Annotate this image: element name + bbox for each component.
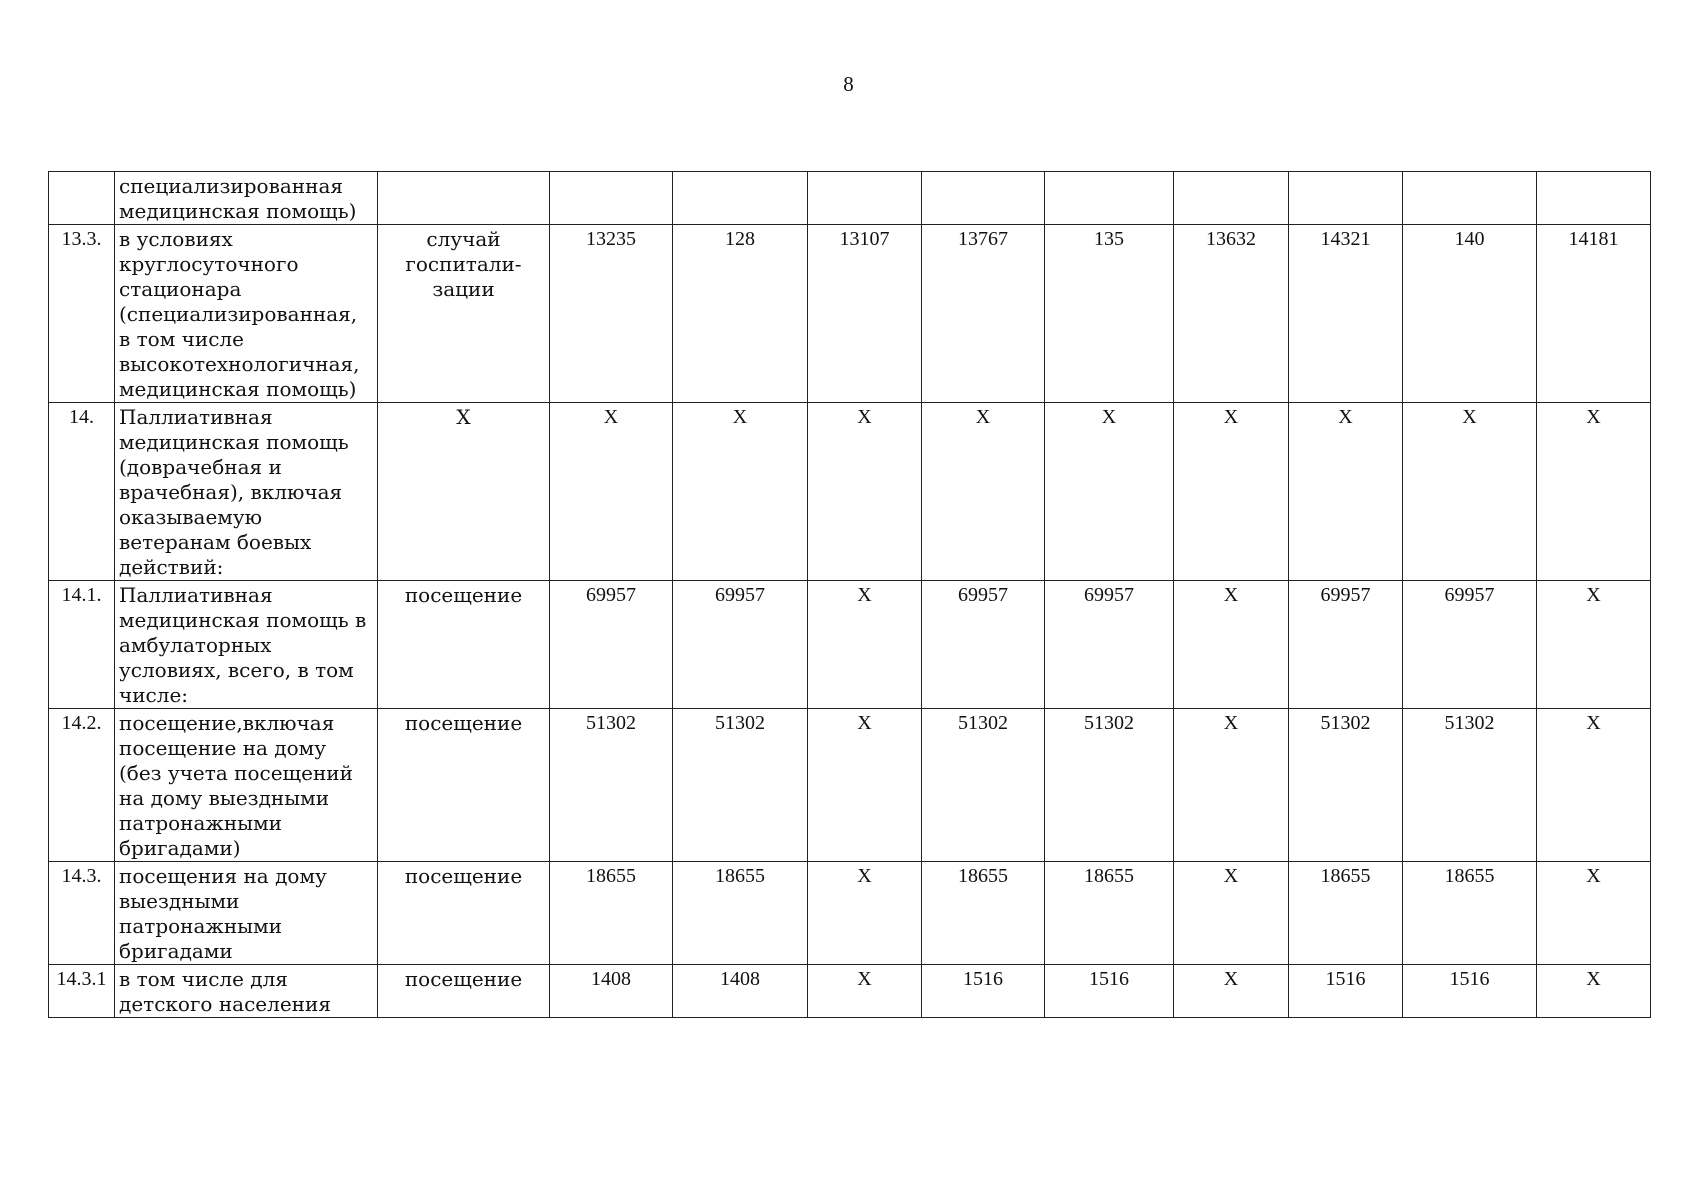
row-description: Паллиативная медицинская помощь в амбулаторных условиях, всего, в том числе:: [115, 581, 378, 709]
table-row: [49, 225, 1651, 403]
row-value: [1045, 172, 1174, 225]
row-description: в том числе для детского населения: [115, 965, 378, 1018]
row-value: 1516: [1289, 965, 1403, 1018]
row-description: в условиях круглосуточного стационара (специализированная, в том числе высокотехнологичная, медицинская помощь): [115, 225, 378, 403]
row-value: 18655: [1403, 862, 1537, 965]
row-number: 14.: [49, 403, 115, 581]
row-value: [1403, 172, 1537, 225]
row-value: 140: [1403, 225, 1537, 403]
table-row: [49, 965, 1651, 1018]
row-value: 51302: [922, 709, 1045, 862]
row-value: Х: [808, 862, 922, 965]
page-number: 8: [843, 72, 854, 96]
row-value: 69957: [1045, 581, 1174, 709]
table-row: [49, 581, 1651, 709]
row-value: 51302: [1045, 709, 1174, 862]
row-description: специализированная медицинская помощь): [115, 172, 378, 225]
row-value: Х: [1174, 581, 1289, 709]
row-value: 13767: [922, 225, 1045, 403]
row-number: 14.2.: [49, 709, 115, 862]
table-row: [49, 709, 1651, 862]
row-value: [922, 172, 1045, 225]
row-value: Х: [808, 965, 922, 1018]
row-value: Х: [1537, 403, 1651, 581]
row-value: 1516: [1403, 965, 1537, 1018]
row-unit: посещение: [378, 862, 550, 965]
row-number: 14.3.1: [49, 965, 115, 1018]
row-description: посещение,включая посещение на дому (без учета посещений на дому выездными патронажными бригадами): [115, 709, 378, 862]
row-value: Х: [808, 581, 922, 709]
row-value: Х: [1174, 965, 1289, 1018]
row-value: 51302: [1403, 709, 1537, 862]
row-value: [1537, 172, 1651, 225]
row-value: 14181: [1537, 225, 1651, 403]
row-value: Х: [808, 403, 922, 581]
row-value: 13235: [550, 225, 673, 403]
row-value: 51302: [1289, 709, 1403, 862]
row-value: [673, 172, 808, 225]
row-value: 128: [673, 225, 808, 403]
row-value: Х: [550, 403, 673, 581]
row-value: [808, 172, 922, 225]
row-value: Х: [1289, 403, 1403, 581]
row-value: Х: [1174, 403, 1289, 581]
row-value: Х: [673, 403, 808, 581]
row-value: 18655: [673, 862, 808, 965]
row-value: 135: [1045, 225, 1174, 403]
row-value: Х: [1403, 403, 1537, 581]
row-value: Х: [1174, 709, 1289, 862]
table-row: [49, 403, 1651, 581]
row-value: Х: [922, 403, 1045, 581]
row-unit: Х: [378, 403, 550, 581]
row-unit: [378, 172, 550, 225]
row-value: 69957: [1403, 581, 1537, 709]
row-value: 13632: [1174, 225, 1289, 403]
row-description: посещения на дому выездными патронажными бригадами: [115, 862, 378, 965]
row-value: 1516: [1045, 965, 1174, 1018]
row-value: 69957: [550, 581, 673, 709]
volume-table: [48, 171, 1651, 1018]
row-number: 14.3.: [49, 862, 115, 965]
row-unit: случай госпитали-зации: [378, 225, 550, 403]
row-value: Х: [808, 709, 922, 862]
row-number: 13.3.: [49, 225, 115, 403]
row-value: 18655: [550, 862, 673, 965]
row-value: 1516: [922, 965, 1045, 1018]
row-unit: посещение: [378, 581, 550, 709]
row-number: 14.1.: [49, 581, 115, 709]
row-value: 18655: [1045, 862, 1174, 965]
row-value: 69957: [673, 581, 808, 709]
table-row: [49, 172, 1651, 225]
row-value: 69957: [1289, 581, 1403, 709]
row-value: Х: [1045, 403, 1174, 581]
row-number: [49, 172, 115, 225]
row-value: 69957: [922, 581, 1045, 709]
row-value: [1174, 172, 1289, 225]
row-value: 13107: [808, 225, 922, 403]
row-value: Х: [1537, 581, 1651, 709]
row-unit: посещение: [378, 709, 550, 862]
table-row: [49, 862, 1651, 965]
row-value: Х: [1537, 709, 1651, 862]
row-value: 18655: [922, 862, 1045, 965]
row-value: [1289, 172, 1403, 225]
row-value: Х: [1174, 862, 1289, 965]
row-value: 18655: [1289, 862, 1403, 965]
row-value: 1408: [673, 965, 808, 1018]
row-value: 51302: [673, 709, 808, 862]
row-description: Паллиативная медицинская помощь (доврачебная и врачебная), включая оказываемую ветеранам боевых действий:: [115, 403, 378, 581]
row-value: 14321: [1289, 225, 1403, 403]
row-unit: посещение: [378, 965, 550, 1018]
row-value: 51302: [550, 709, 673, 862]
row-value: [550, 172, 673, 225]
row-value: 1408: [550, 965, 673, 1018]
row-value: Х: [1537, 862, 1651, 965]
row-value: Х: [1537, 965, 1651, 1018]
